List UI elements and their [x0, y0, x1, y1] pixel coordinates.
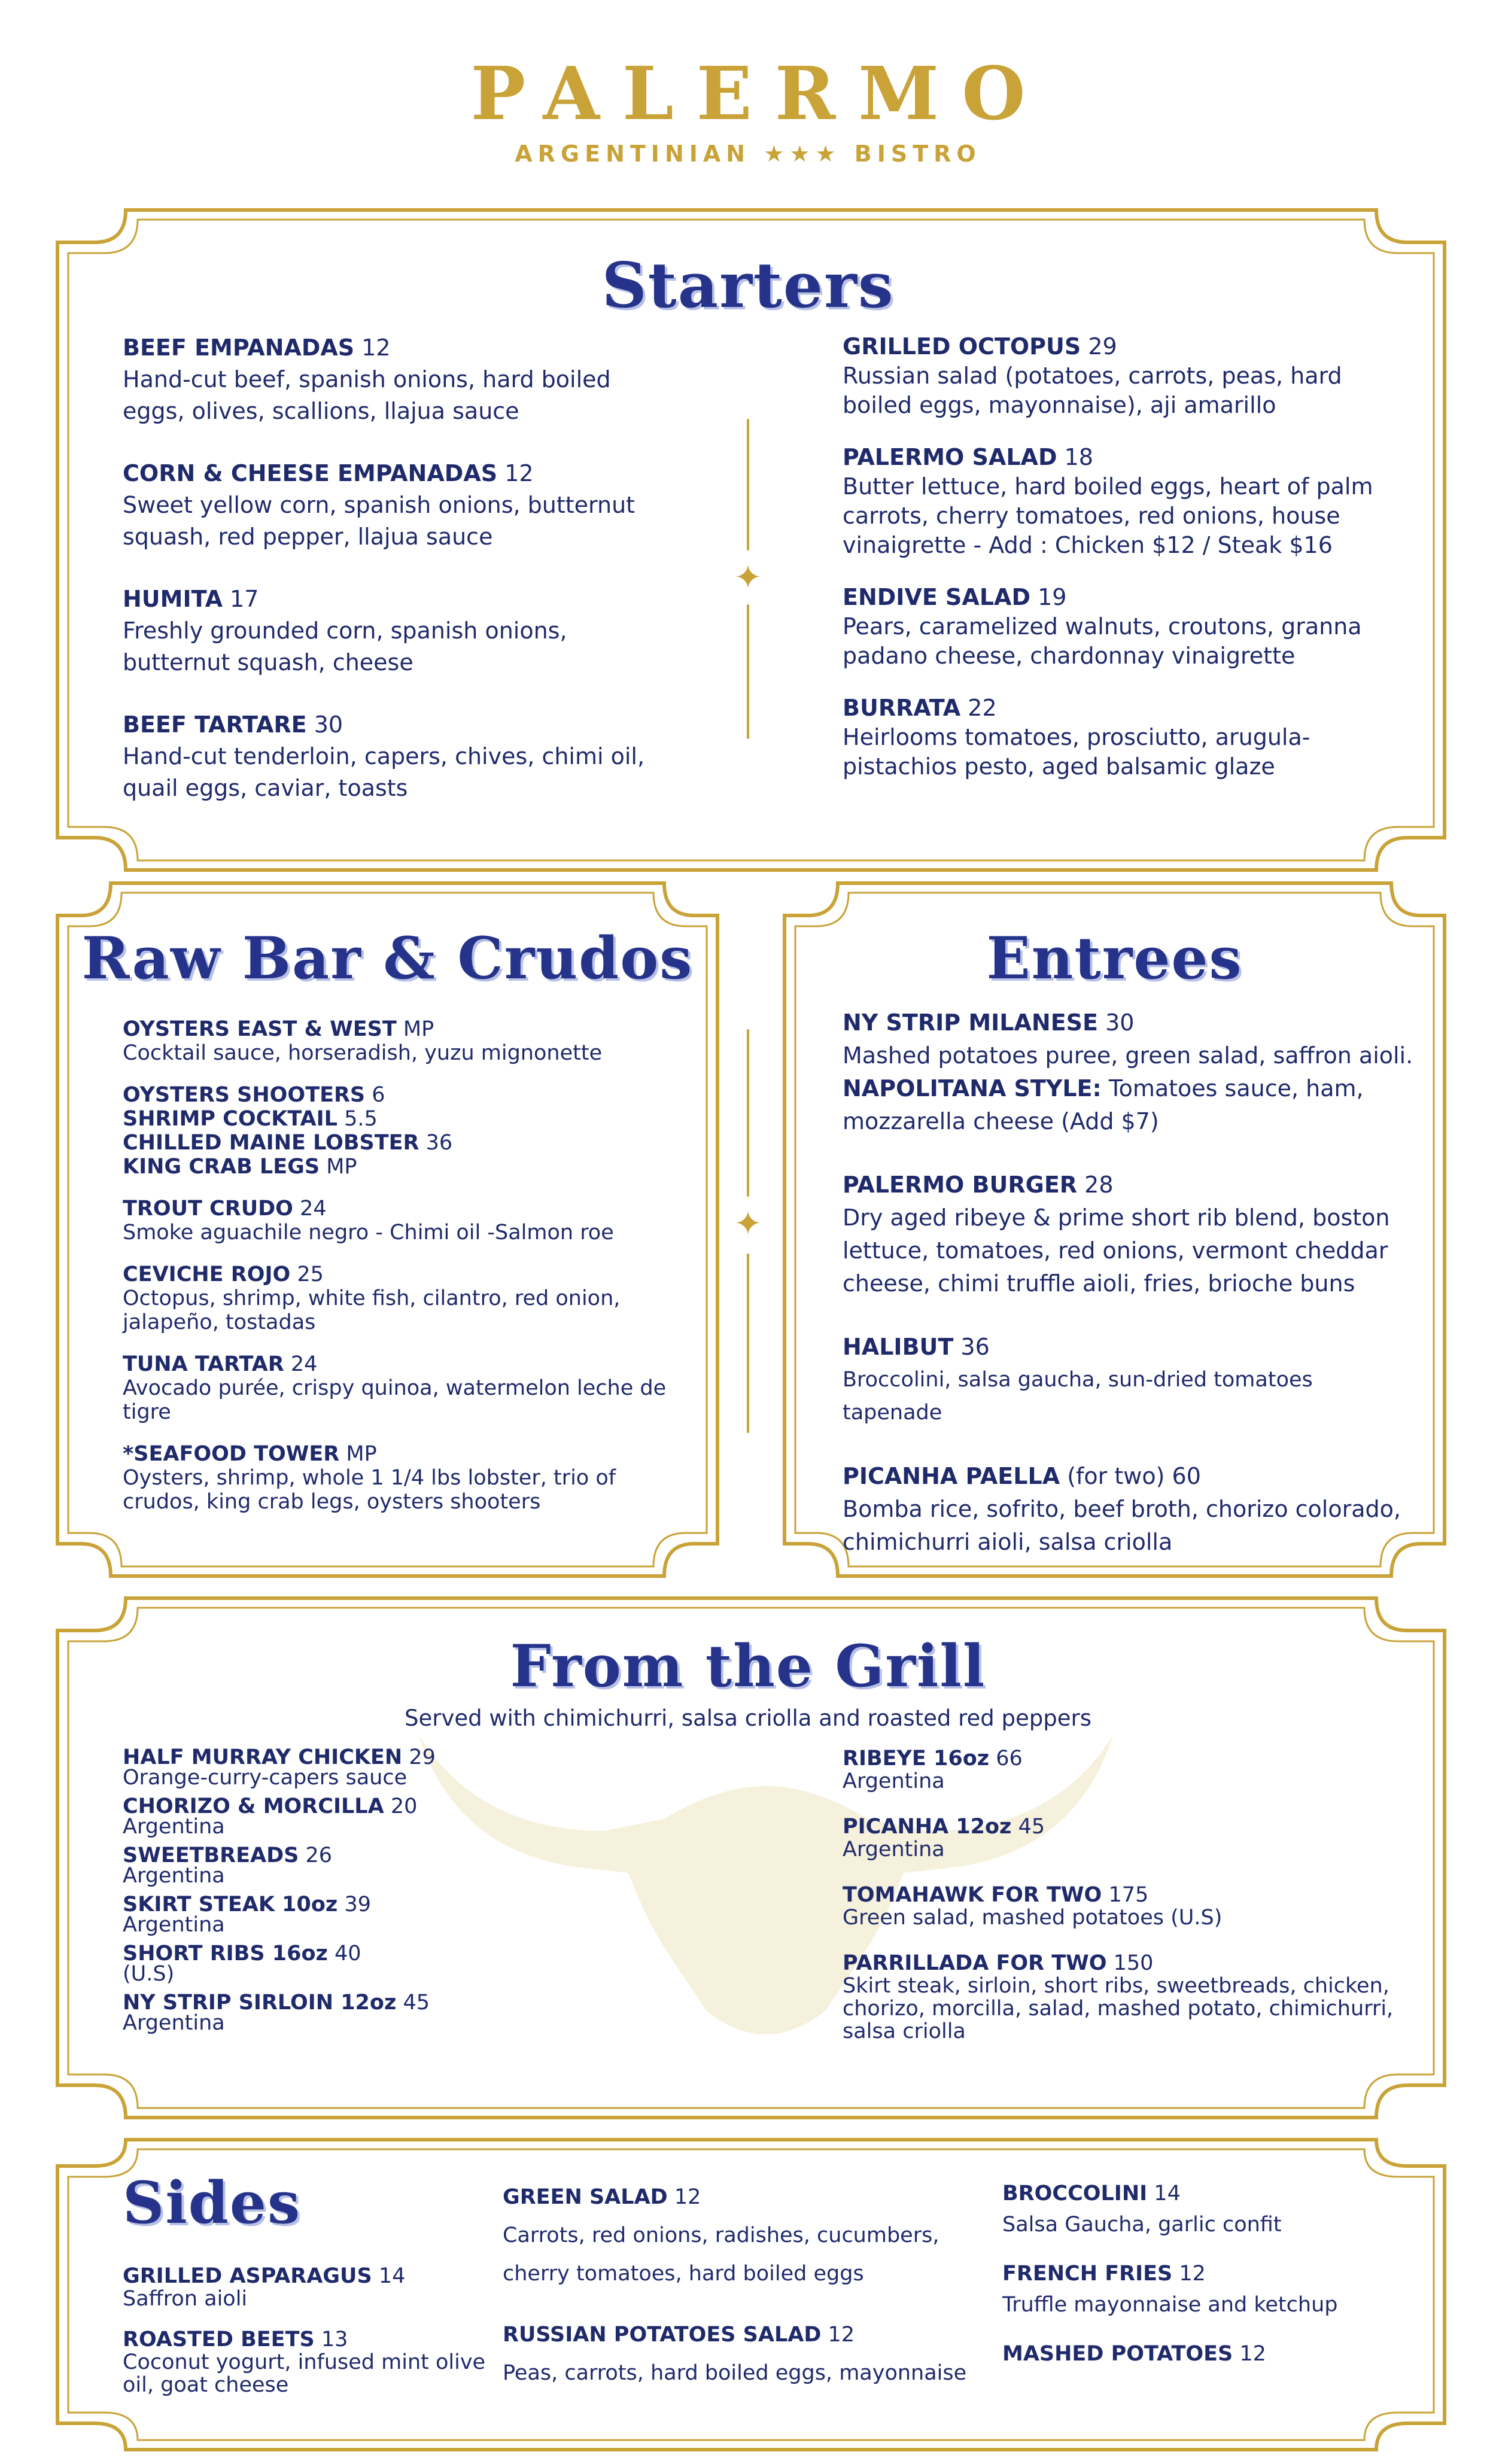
item-description: Hand-cut beef, spanish onions, hard boiled eggs, olives, scallions, llajua sauce	[123, 366, 611, 424]
item-description: Green salad, mashed potatoes (U.S)	[843, 1906, 1223, 1930]
menu-item	[843, 1884, 1417, 1929]
raw-bar-title: Raw Bar & Crudos	[81, 924, 694, 992]
item-price: 12	[504, 460, 534, 486]
item-description: Bomba rice, sofrito, beef broth, chorizo colorado, chimichurri aioli, salsa criolla	[843, 1496, 1401, 1555]
menu-item	[843, 443, 1393, 560]
item-description: Coconut yogurt, infused mint olive oil, goat cheese	[123, 2350, 486, 2397]
item-description: Cocktail sauce, horseradish, yuzu mignonette	[123, 1041, 603, 1065]
item-description: Orange-curry-capers sauce	[123, 1766, 408, 1790]
starters-right-column	[843, 332, 1393, 781]
item-price: 14	[378, 2264, 406, 2288]
item-name: TUNA TARTAR	[123, 1352, 284, 1376]
menu-item	[1002, 2258, 1409, 2320]
middle-divider-bottom	[747, 1254, 749, 1433]
entrees-column	[843, 1006, 1417, 1559]
menu-item	[123, 2328, 494, 2396]
item-price: 5.5	[344, 1107, 378, 1131]
item-description: Argentina	[123, 2011, 225, 2035]
item-name: GRILLED ASPARAGUS	[123, 2264, 372, 2288]
item-price: 22	[968, 695, 997, 721]
menu-item	[123, 1131, 697, 1155]
item-price: 36	[425, 1131, 453, 1155]
item-price: 25	[297, 1263, 324, 1286]
menu-item	[123, 1263, 697, 1334]
menu-item	[843, 1747, 1417, 1793]
item-description: Avocado purée, crispy quinoa, watermelon leche de tigre	[123, 1376, 667, 1424]
item-price: 17	[230, 586, 259, 612]
item-price: 60	[1172, 1463, 1201, 1489]
menu-item	[843, 1331, 1417, 1429]
item-name: RIBEYE 16oz	[843, 1747, 990, 1771]
item-name: CHILLED MAINE LOBSTER	[123, 1131, 419, 1155]
item-price: 150	[1113, 1951, 1154, 1975]
item-description: Dry aged ribeye & prime short rib blend, boston lettuce, tomatoes, red onions, vermont cheddar cheese, chimi truffle aioli, fries, brioche buns	[843, 1204, 1390, 1297]
item-name: PICANHA PAELLA	[843, 1463, 1060, 1489]
starters-divider-top	[747, 419, 749, 550]
item-description: Argentina	[123, 1864, 225, 1888]
item-name: PICANHA 12oz	[843, 1815, 1012, 1839]
menu-item	[123, 1352, 697, 1424]
item-description: Octopus, shrimp, white fish, cilantro, red onion, jalapeño, tostadas	[123, 1286, 621, 1334]
item-description: Freshly grounded corn, spanish onions, butternut squash, cheese	[123, 617, 567, 676]
grill-right-column	[843, 1747, 1417, 2043]
item-price: 30	[314, 711, 343, 738]
item-name: GRILLED OCTOPUS	[843, 333, 1081, 360]
menu-item	[123, 1017, 697, 1065]
item-description: Heirlooms tomatoes, prosciutto, arugula-pistachios pesto, aged balsamic glaze	[843, 724, 1310, 780]
item-description: Mashed potatoes puree, green salad, saffron aioli.	[843, 1042, 1413, 1069]
item-description: Hand-cut tenderloin, capers, chives, chimi oil, quail eggs, caviar, toasts	[123, 743, 645, 801]
item-description: Argentina	[123, 1913, 225, 1937]
item-price: MP	[326, 1155, 357, 1179]
menu-item	[843, 693, 1393, 781]
item-name: *SEAFOOD TOWER	[123, 1442, 340, 1466]
entrees-title: Entrees	[986, 924, 1243, 992]
item-name: PALERMO BURGER	[843, 1172, 1078, 1198]
item-name: ROASTED BEETS	[123, 2328, 315, 2352]
starters-divider-bottom	[747, 604, 749, 739]
menu-item	[843, 1006, 1417, 1138]
item-extra-description: Tomatoes sauce, ham, mozzarella cheese (Add $7)	[843, 1075, 1364, 1134]
menu-item	[843, 1169, 1417, 1300]
item-price: 24	[300, 1197, 327, 1221]
item-price: 12	[828, 2323, 855, 2347]
sides-column-3	[1002, 2178, 1409, 2369]
item-price: 66	[996, 1747, 1023, 1771]
item-price: 26	[305, 1844, 333, 1867]
item-description: Butter lettuce, hard boiled eggs, heart of palm carrots, cherry tomatoes, red onions, house vinaigrette - Add : Chicken $12 / Steak $16	[843, 473, 1373, 558]
item-name: MASHED POTATOES	[1002, 2342, 1233, 2366]
menu-item	[503, 2178, 993, 2293]
item-price: 30	[1105, 1009, 1135, 1036]
item-name: PARRILLADA FOR TWO	[843, 1951, 1107, 1975]
item-name: OYSTERS EAST & WEST	[123, 1017, 397, 1041]
item-price: 12	[361, 334, 391, 361]
sides-column-1	[123, 2265, 494, 2396]
item-name: RUSSIAN POTATOES SALAD	[503, 2323, 822, 2347]
item-name: BURRATA	[843, 695, 961, 721]
menu-item	[503, 2316, 993, 2392]
menu-item	[843, 1815, 1417, 1861]
item-description: Truffle mayonnaise and ketchup	[1002, 2293, 1338, 2317]
item-name: KING CRAB LEGS	[123, 1155, 320, 1179]
menu-item	[123, 1155, 697, 1179]
item-price: 6	[372, 1083, 385, 1107]
item-name: NY STRIP SIRLOIN 12oz	[123, 1991, 397, 2015]
item-description: Smoke aguachile negro - Chimi oil -Salmon roe	[123, 1221, 614, 1245]
item-price: 19	[1038, 584, 1067, 610]
item-extra-label: NAPOLITANA STYLE:	[843, 1075, 1102, 1102]
item-name: TROUT CRUDO	[123, 1197, 293, 1221]
menu-item	[123, 1083, 697, 1107]
item-price: 40	[335, 1942, 361, 1966]
item-name: HUMITA	[123, 586, 223, 612]
menu-item	[123, 1442, 697, 1514]
item-price: MP	[403, 1017, 434, 1041]
item-price: 12	[674, 2185, 701, 2209]
starters-title: Starters	[601, 248, 895, 322]
item-price: 18	[1064, 444, 1093, 470]
item-name: ENDIVE SALAD	[843, 584, 1030, 610]
item-name: HALIBUT	[843, 1334, 954, 1360]
item-price: 12	[1239, 2342, 1266, 2366]
menu-item	[843, 1952, 1417, 2043]
item-price: 14	[1154, 2182, 1181, 2206]
menu-item	[123, 1845, 721, 1886]
starters-left-column	[123, 332, 673, 804]
brand-subtitle: ARGENTINIAN ★★★ BISTRO	[515, 141, 981, 167]
item-name: SKIRT STEAK 10oz	[123, 1893, 338, 1917]
item-name: CHORIZO & MORCILLA	[123, 1794, 384, 1818]
item-description: Oysters, shrimp, whole 1 1/4 lbs lobster, trio of crudos, king crab legs, oysters shooters	[123, 1466, 616, 1514]
divider-star-icon: ✦	[734, 558, 762, 597]
brand-header	[0, 50, 1496, 167]
item-name: PALERMO SALAD	[843, 444, 1057, 470]
item-price: 13	[321, 2328, 348, 2352]
item-name: BROCCOLINI	[1002, 2182, 1148, 2206]
item-extra	[843, 1072, 1417, 1138]
item-name: SHORT RIBS 16oz	[123, 1942, 328, 1966]
raw-bar-column	[123, 1017, 697, 1514]
item-description: Skirt steak, sirloin, short ribs, sweetbreads, chicken, chorizo, morcilla, salad, mashed potato, chimichurri, salsa criolla	[843, 1974, 1394, 2043]
item-price: 29	[409, 1745, 436, 1769]
item-description: Sweet yellow corn, spanish onions, butternut squash, red pepper, llajua sauce	[123, 492, 636, 550]
menu-item	[123, 1197, 697, 1245]
menu-item	[123, 1894, 721, 1935]
menu-item	[123, 709, 673, 804]
item-price: 36	[960, 1334, 990, 1360]
item-price: 45	[1018, 1815, 1045, 1839]
item-name: HALF MURRAY CHICKEN	[123, 1745, 403, 1769]
menu-item	[123, 1747, 721, 1788]
menu-item	[123, 332, 673, 427]
item-description: Peas, carrots, hard boiled eggs, mayonnaise	[503, 2361, 967, 2385]
item-name: GREEN SALAD	[503, 2185, 668, 2209]
menu-item	[123, 1993, 721, 2033]
item-description: Broccolini, salsa gaucha, sun-dried tomatoes tapenade	[843, 1368, 1313, 1425]
item-price: 12	[1179, 2262, 1206, 2286]
sides-title: Sides	[123, 2169, 302, 2237]
menu-item	[123, 458, 673, 553]
item-note: (for two)	[1067, 1463, 1165, 1489]
menu-item	[123, 1943, 721, 1984]
grill-subtitle: Served with chimichurri, salsa criolla and roasted red peppers	[404, 1705, 1091, 1731]
divider-star-icon: ✦	[734, 1204, 762, 1243]
item-description: Pears, caramelized walnuts, croutons, granna padano cheese, chardonnay vinaigrette	[843, 613, 1362, 669]
item-name: OYSTERS SHOOTERS	[123, 1083, 366, 1107]
menu-item	[123, 1796, 721, 1837]
item-price: 28	[1084, 1172, 1114, 1198]
item-description: Carrots, red onions, radishes, cucumbers, cherry tomatoes, hard boiled eggs	[503, 2223, 939, 2286]
menu-item	[1002, 2178, 1409, 2240]
item-price: 45	[403, 1991, 430, 2015]
item-description: Argentina	[843, 1769, 945, 1793]
menu-item	[843, 583, 1393, 671]
menu-item	[123, 583, 673, 679]
brand-name: PALERMO	[470, 50, 1048, 136]
item-description: Argentina	[123, 1815, 225, 1839]
item-name: TOMAHAWK FOR TWO	[843, 1883, 1102, 1907]
item-name: SWEETBREADS	[123, 1844, 299, 1867]
item-price: 175	[1108, 1883, 1149, 1907]
item-price: 20	[390, 1794, 418, 1818]
item-description: Argentina	[843, 1838, 945, 1861]
grill-title: From the Grill	[510, 1632, 986, 1700]
item-price: 39	[344, 1893, 371, 1917]
item-name: FRENCH FRIES	[1002, 2262, 1173, 2286]
item-name: NY STRIP MILANESE	[843, 1009, 1098, 1036]
item-description: Russian salad (potatoes, carrots, peas, hard boiled eggs, mayonnaise), aji amarillo	[843, 363, 1342, 418]
menu-item	[123, 1107, 697, 1131]
menu-item	[843, 1460, 1417, 1559]
menu-item	[1002, 2338, 1409, 2369]
grill-left-column	[123, 1747, 721, 2033]
item-description: Saffron aioli	[123, 2287, 248, 2311]
item-name: CEVICHE ROJO	[123, 1263, 291, 1286]
item-description: (U.S)	[123, 1962, 175, 1986]
item-name: BEEF TARTARE	[123, 711, 307, 738]
item-name: CORN & CHEESE EMPANADAS	[123, 460, 498, 486]
item-name: BEEF EMPANADAS	[123, 334, 355, 361]
menu-item	[123, 2265, 494, 2310]
item-price: 29	[1088, 333, 1117, 360]
item-price: 24	[290, 1352, 318, 1376]
middle-divider-top	[747, 1029, 749, 1197]
sides-column-2	[503, 2178, 993, 2392]
item-description: Salsa Gaucha, garlic confit	[1002, 2213, 1282, 2237]
item-name: SHRIMP COCKTAIL	[123, 1107, 337, 1131]
item-price: MP	[346, 1442, 377, 1466]
menu-item	[843, 332, 1393, 420]
